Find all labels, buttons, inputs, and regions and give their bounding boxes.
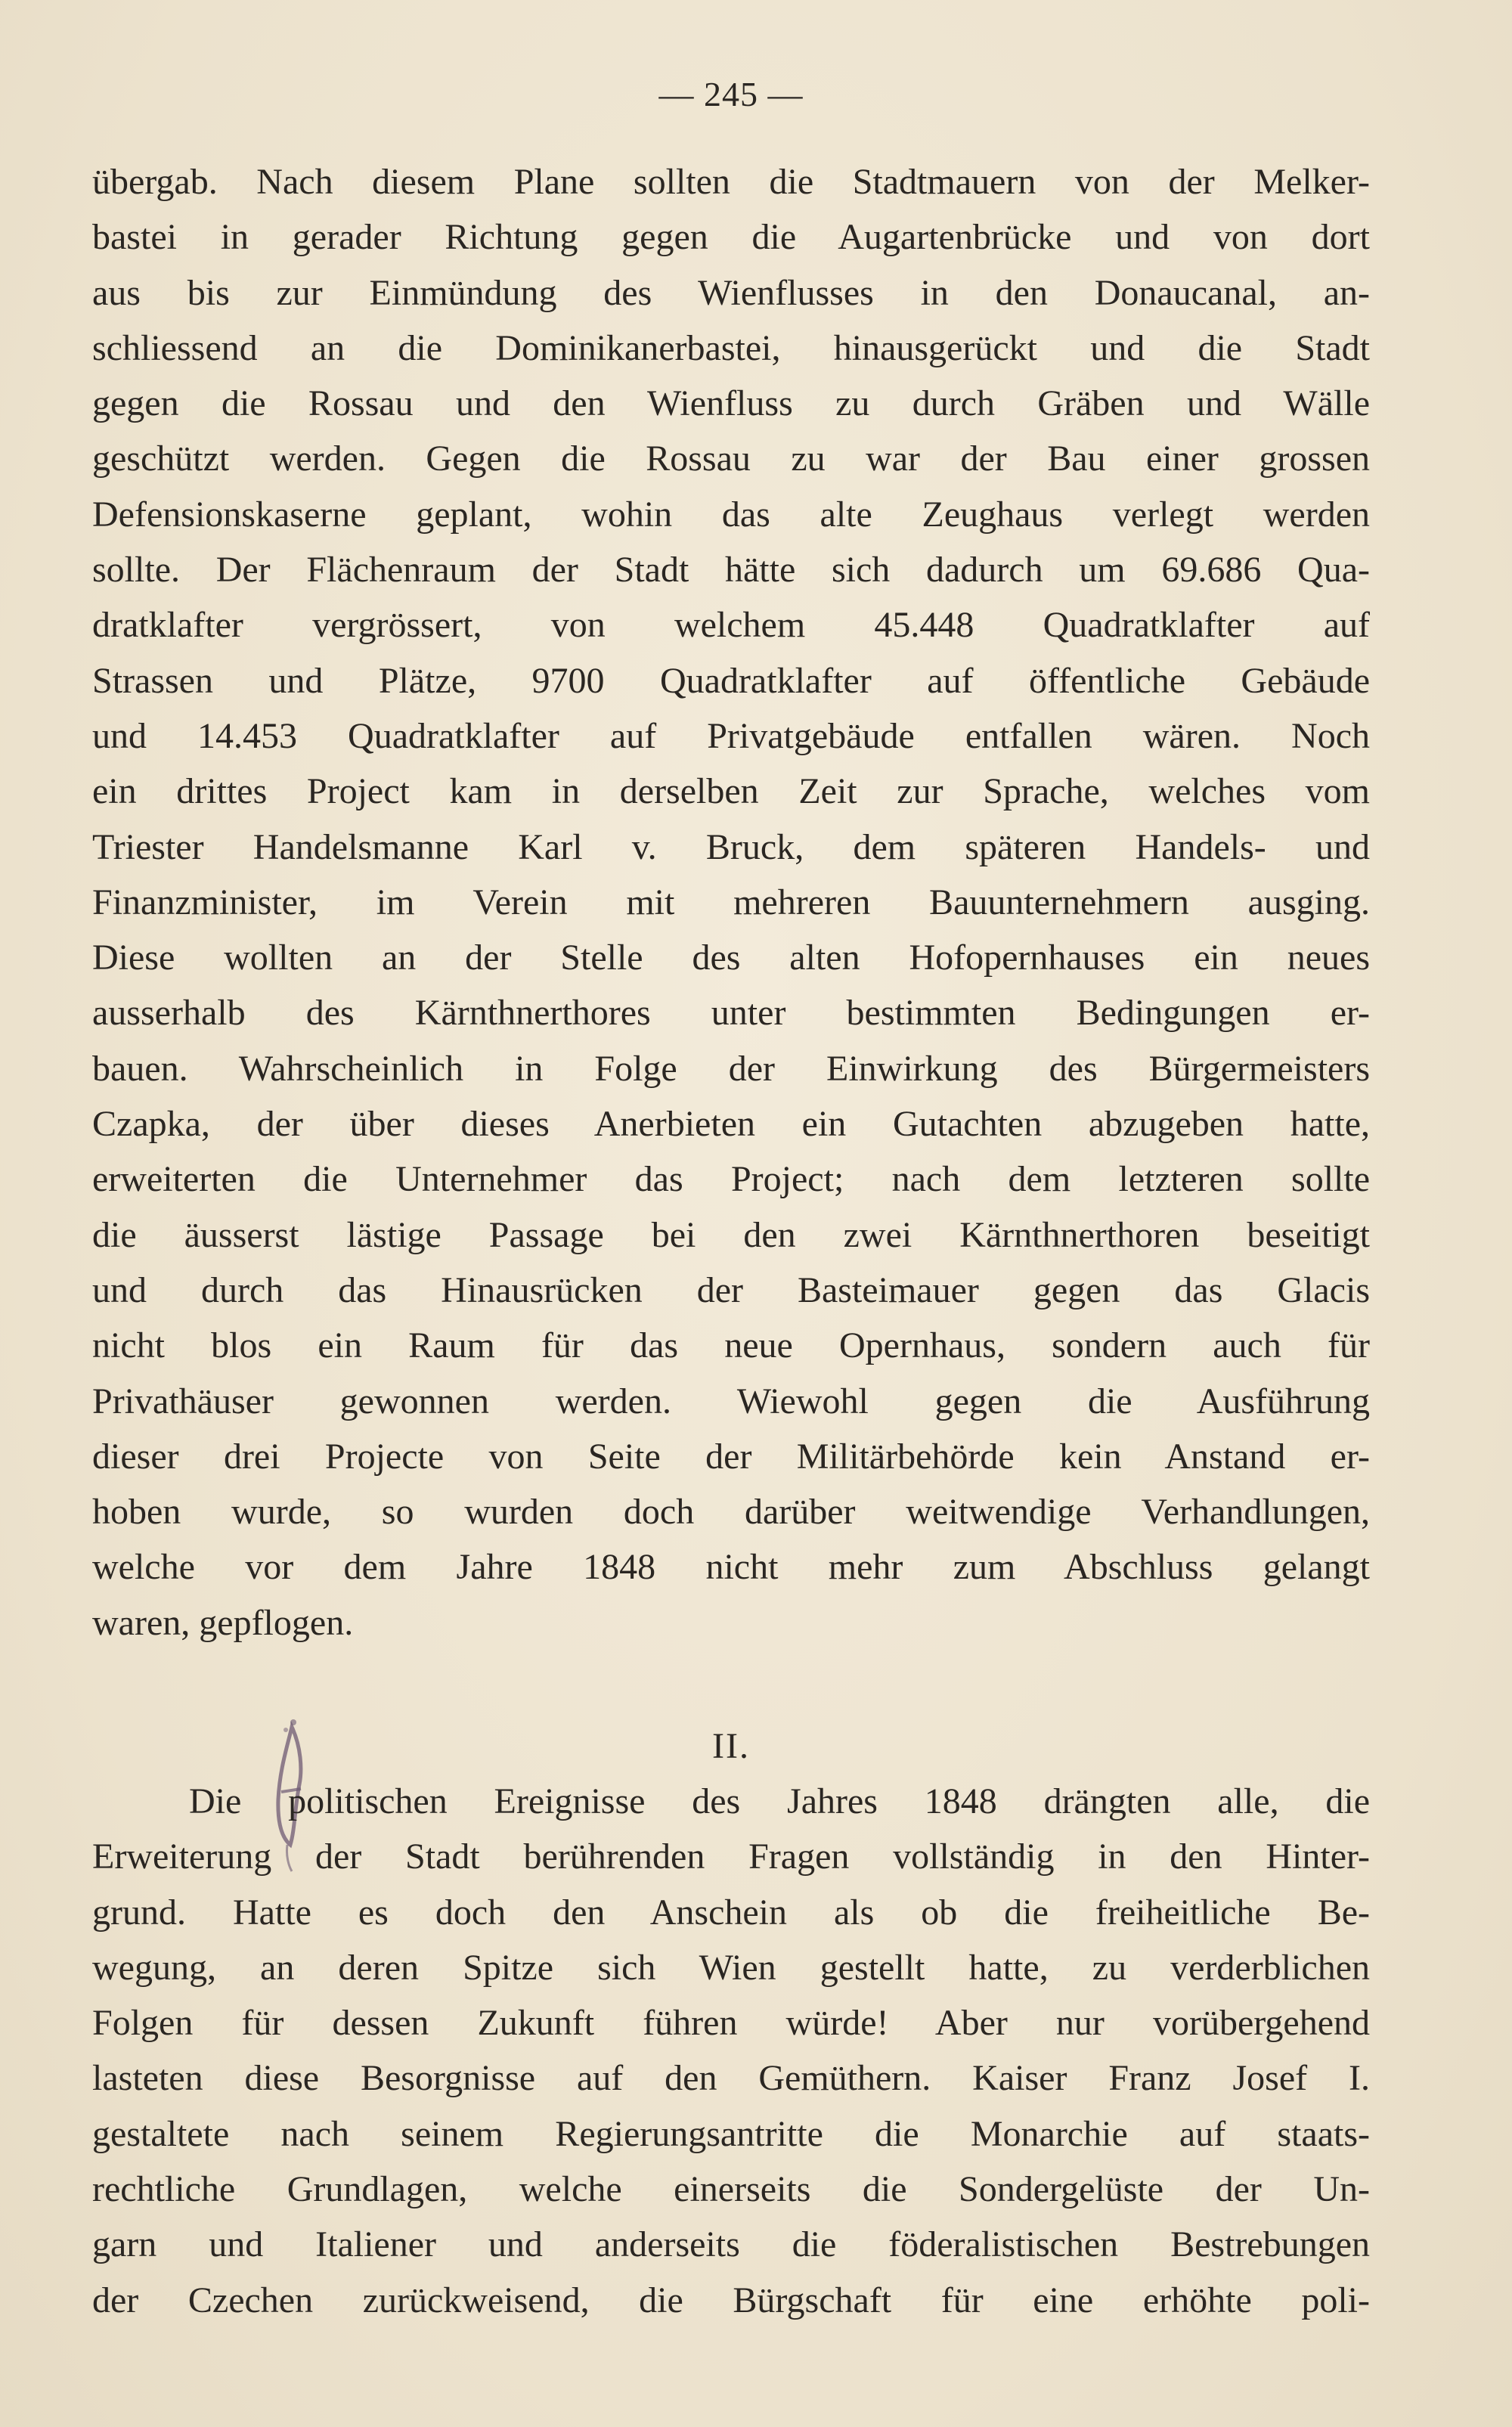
text-line: der Czechen zurückweisend, die Bürgschaft für eine erhöhte poli-	[92, 2280, 1370, 2320]
text-line: Erweiterung der Stadt berührenden Fragen vollständig in den Hinter-	[92, 1837, 1370, 1877]
text-line: Triester Handelsmanne Karl v. Bruck, dem späteren Handels- und	[92, 826, 1370, 867]
text-line: Czapka, der über dieses Anerbieten ein Gutachten abzugeben hatte,	[92, 1104, 1370, 1145]
text-line: grund. Hatte es doch den Anschein als ob die freiheitliche Be-	[92, 1892, 1370, 1933]
text-line: rechtliche Grundlagen, welche einerseits die Sondergelüste der Un-	[92, 2169, 1370, 2210]
section-one-body	[92, 154, 1370, 1651]
text-line: wegung, an deren Spitze sich Wien gestellt hatte, zu verderblichen	[92, 1947, 1370, 1988]
text-line: Defensionskaserne geplant, wohin das alte Zeughaus verlegt werden	[92, 494, 1370, 535]
text-line: geschützt werden. Gegen die Rossau zu war der Bau einer grossen	[92, 439, 1370, 479]
text-line: nicht blos ein Raum für das neue Opernhaus, sondern auch für	[92, 1325, 1370, 1366]
text-line: gestaltete nach seinem Regierungsantritte die Monarchie auf staats-	[92, 2113, 1370, 2154]
text-line: garn und Italiener und anderseits die föderalistischen Bestrebungen	[92, 2224, 1370, 2265]
text-line: dieser drei Projecte von Seite der Militärbehörde kein Anstand er-	[92, 1436, 1370, 1477]
text-line: ausserhalb des Kärnthnerthores unter bestimmten Bedingungen er-	[92, 993, 1370, 1034]
section-two-body	[92, 1774, 1370, 2328]
text-line: Die politischen Ereignisse des Jahres 1848 drängten alle, die	[189, 1781, 1370, 1821]
text-line: bastei in gerader Richtung gegen die Augartenbrücke und von dort	[92, 217, 1370, 258]
text-line: waren, gepflogen.	[92, 1602, 354, 1643]
text-line: hoben wurde, so wurden doch darüber weitwendige Verhandlungen,	[92, 1492, 1370, 1533]
text-line: schliessend an die Dominikanerbastei, hinausgerückt und die Stadt	[92, 327, 1370, 368]
text-line: gegen die Rossau und den Wienfluss zu durch Gräben und Wälle	[92, 383, 1370, 424]
text-line: aus bis zur Einmündung des Wienflusses in den Donaucanal, an-	[92, 272, 1370, 313]
text-line: und durch das Hinausrücken der Basteimauer gegen das Glacis	[92, 1269, 1370, 1310]
text-line: erweiterten die Unternehmer das Project; nach dem letzteren sollte	[92, 1159, 1370, 1200]
text-line: dratklafter vergrössert, von welchem 45.448 Quadratklafter auf	[92, 605, 1370, 646]
text-line: Privathäuser gewonnen werden. Wiewohl gegen die Ausführung	[92, 1381, 1370, 1421]
section-heading: II.	[712, 1726, 750, 1766]
text-line: Diese wollten an der Stelle des alten Hofopernhauses ein neues	[92, 938, 1370, 978]
text-line: übergab. Nach diesem Plane sollten die Stadtmauern von der Melker-	[92, 162, 1370, 202]
text-line: und 14.453 Quadratklafter auf Privatgebäude entfallen wären. Noch	[92, 715, 1370, 756]
text-line: sollte. Der Flächenraum der Stadt hätte sich dadurch um 69.686 Qua-	[92, 550, 1370, 590]
text-line: Folgen für dessen Zukunft führen würde! Aber nur vorübergehend	[92, 2003, 1370, 2044]
text-line: bauen. Wahrscheinlich in Folge der Einwirkung des Bürgermeisters	[92, 1048, 1370, 1089]
text-line: ein drittes Project kam in derselben Zeit zur Sprache, welches vom	[92, 771, 1370, 812]
page-number: — 245 —	[658, 75, 804, 113]
text-line: Finanzminister, im Verein mit mehreren Bauunternehmern ausging.	[92, 882, 1370, 922]
text-line: die äusserst lästige Passage bei den zwei Kärnthnerthoren beseitigt	[92, 1214, 1370, 1255]
text-line: lasteten diese Besorgnisse auf den Gemüthern. Kaiser Franz Josef I.	[92, 2058, 1370, 2099]
text-line: welche vor dem Jahre 1848 nicht mehr zum Abschluss gelangt	[92, 1547, 1370, 1588]
text-line: Strassen und Plätze, 9700 Quadratklafter auf öffentliche Gebäude	[92, 660, 1370, 701]
